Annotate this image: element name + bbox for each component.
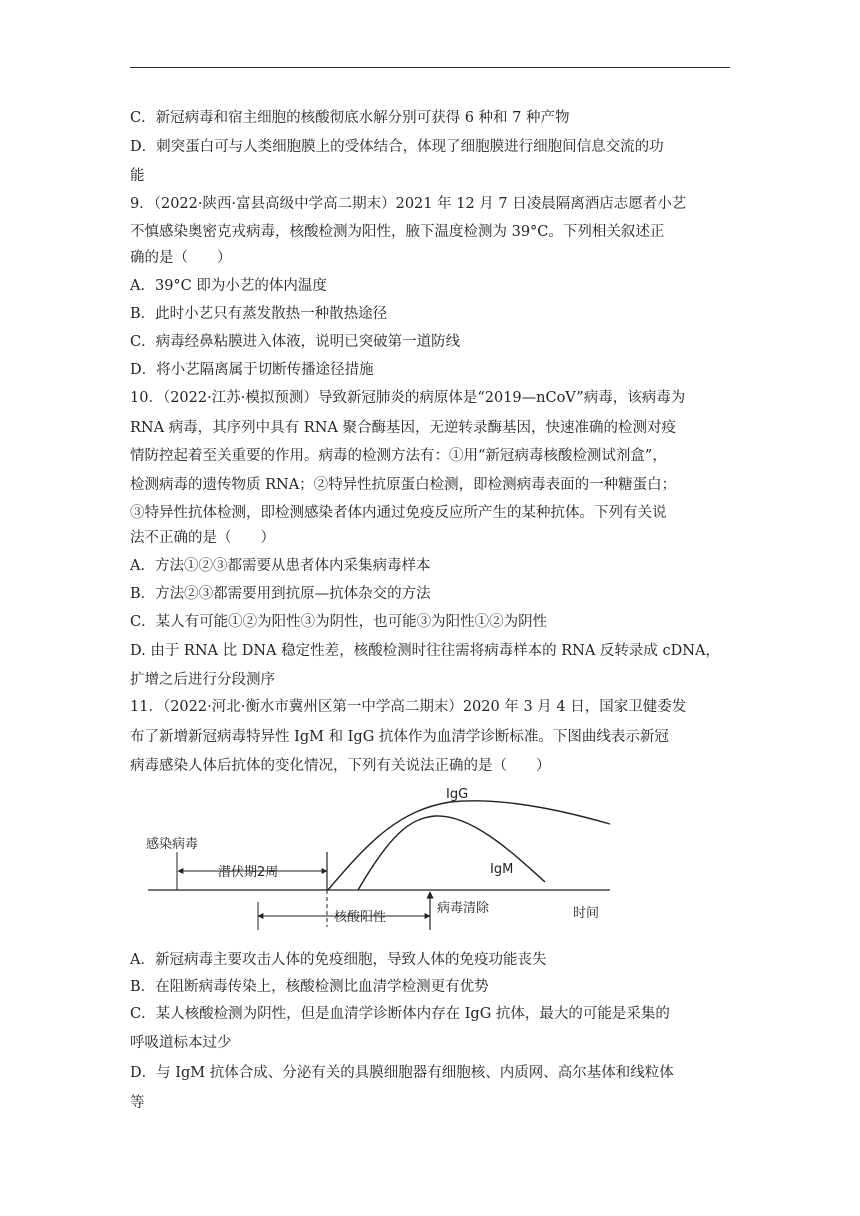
- antibody-curve-figure: [140, 780, 620, 930]
- text-line: 不慎感染奥密克戎病毒，核酸检测为阳性，腋下温度检测为 39°C。下列相关叙述正: [130, 224, 665, 240]
- text-line: A．39°C 即为小艺的体内温度: [130, 278, 327, 294]
- text-line: 确的是（ ）: [130, 250, 232, 266]
- text-line: 检测病毒的遗传物质 RNA；②特异性抗原蛋白检测，即检测病毒表面的一种糖蛋白；: [130, 477, 677, 493]
- text-line: 扩增之后进行分段测序: [130, 672, 275, 688]
- text-line: D．刺突蛋白可与人类细胞膜上的受体结合，体现了细胞膜进行细胞间信息交流的功: [130, 139, 664, 155]
- text-line: D. 由于 RNA 比 DNA 稳定性差，核酸检测时往往需将病毒样本的 RNA 反转录成 cDNA，: [130, 643, 720, 659]
- text-line: 病毒感染人体后抗体的变化情况，下列有关说法正确的是（ ）: [130, 758, 551, 774]
- text-line: B．此时小艺只有蒸发散热一种散热途径: [130, 306, 388, 322]
- label-virus-cleared: 病毒清除: [437, 901, 490, 916]
- text-line: 呼吸道标本过少: [130, 1035, 232, 1051]
- text-line: B．方法②③都需要用到抗原—抗体杂交的方法: [130, 586, 431, 602]
- text-line: 等: [130, 1095, 145, 1111]
- text-line: 10．（2022·江苏·模拟预测）导致新冠肺炎的病原体是“2019—nCoV”病毒，该病毒为: [130, 390, 686, 406]
- label-igg: IgG: [446, 787, 469, 802]
- text-line: 11．（2022·河北·衡水市冀州区第一中学高二期末）2020 年 3 月 4 日，国家卫健委发: [130, 699, 687, 715]
- text-line: B．在阻断病毒传染上，核酸检测比血清学检测更有优势: [130, 979, 489, 995]
- label-time: 时间: [573, 906, 600, 921]
- text-line: C．某人有可能①②为阳性③为阴性，也可能③为阳性①②为阴性: [130, 614, 548, 630]
- label-igm: IgM: [490, 862, 514, 877]
- text-line: C．某人核酸检测为阴性，但是血清学诊断体内存在 IgG 抗体，最大的可能是采集的: [130, 1006, 670, 1022]
- text-line: RNA 病毒，其序列中具有 RNA 聚合酶基因，无逆转录酶基因，快速准确的检测对疫: [130, 420, 676, 436]
- text-line: A．新冠病毒主要攻击人体的免疫细胞，导致人体的免疫功能丧失: [130, 952, 547, 968]
- header-rule: [130, 67, 730, 68]
- text-line: 9．（2022·陕西·富县高级中学高二期末）2021 年 12 月 7 日凌晨隔离酒店志愿者小艺: [130, 196, 687, 212]
- text-line: ③特异性抗体检测，即检测感染者体内通过免疫反应所产生的某种抗体。下列有关说: [130, 505, 667, 521]
- igm-curve: [358, 816, 545, 890]
- text-line: 法不正确的是（ ）: [130, 530, 275, 546]
- text-line: 情防控起着至关重要的作用。病毒的检测方法有：①用“新冠病毒核酸检测试剂盒”，: [130, 448, 667, 464]
- text-line: C．新冠病毒和宿主细胞的核酸彻底水解分别可获得 6 种和 7 种产物: [130, 110, 570, 126]
- text-line: C．病毒经鼻粘膜进入体液，说明已突破第一道防线: [130, 334, 461, 350]
- text-line: 能: [130, 168, 145, 184]
- text-line: A．方法①②③都需要从患者体内采集病毒样本: [130, 558, 431, 574]
- text-line: D．与 IgM 抗体合成、分泌有关的具膜细胞器有细胞核、内质网、高尔基体和线粒体: [130, 1065, 674, 1081]
- igg-curve: [328, 801, 610, 890]
- label-nucleic-positive: 核酸阳性: [334, 910, 387, 925]
- text-line: 布了新增新冠病毒特异性 IgM 和 IgG 抗体作为血清学诊断标准。下图曲线表示新冠: [130, 729, 669, 745]
- label-infection: 感染病毒: [146, 837, 199, 852]
- label-incubation: 潜伏期2周: [218, 865, 279, 880]
- text-line: D．将小艺隔离属于切断传播途径措施: [130, 362, 374, 378]
